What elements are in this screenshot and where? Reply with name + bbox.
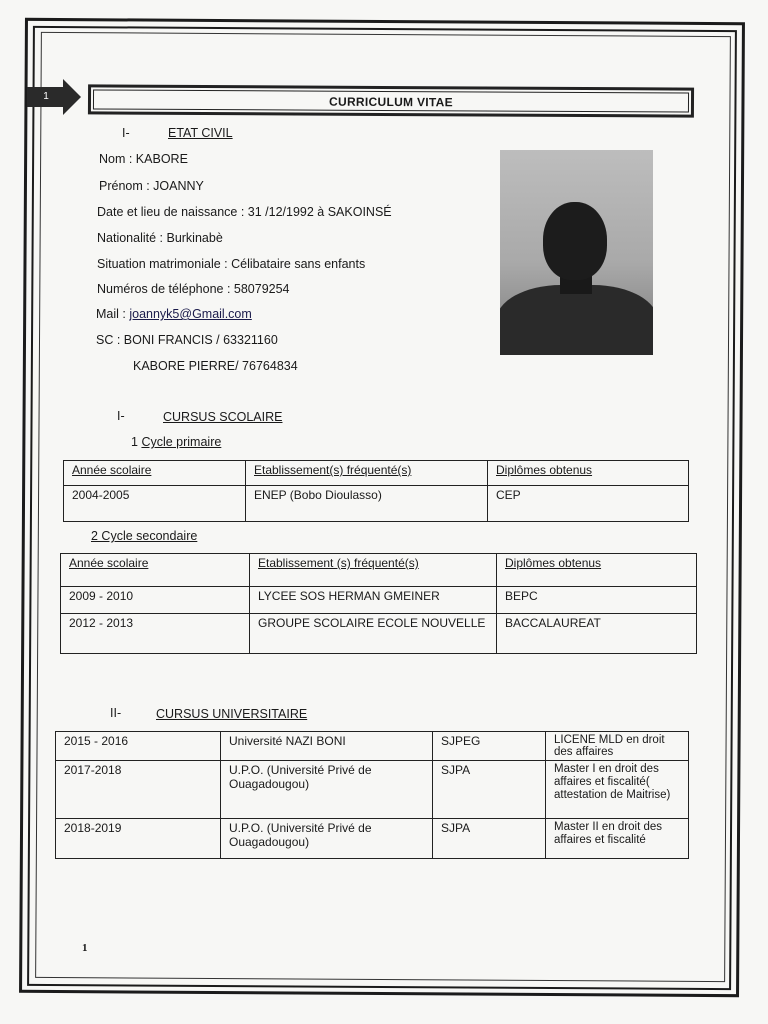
photo-body <box>500 285 653 355</box>
header-cell: Diplômes obtenus <box>488 461 689 486</box>
cycle-secondaire-title: 2 Cycle secondaire <box>91 529 198 543</box>
field-naissance: Date et lieu de naissance : 31 /12/1992 à SAKOINSÉ <box>97 205 392 219</box>
field-situation: Situation matrimoniale : Célibataire sans enfants <box>97 257 366 271</box>
section-heading-universitaire: CURSUS UNIVERSITAIRE <box>156 707 308 721</box>
table-header-row <box>61 554 697 587</box>
table-cell: 2015 - 2016 <box>56 732 221 761</box>
cycle-primaire-title: 1 Cycle primaire <box>131 435 222 449</box>
field-nationalite: Nationalité : Burkinabè <box>97 231 223 245</box>
page-number: 1 <box>82 942 88 954</box>
table-cell: 2004-2005 <box>64 486 246 522</box>
table-cell: SJPEG <box>433 732 546 761</box>
table-secondaire <box>60 553 697 654</box>
field-mail-label: Mail : <box>96 307 130 321</box>
table-cell: LYCEE SOS HERMAN GMEINER <box>250 587 497 614</box>
field-sc-1: SC : BONI FRANCIS / 63321160 <box>96 333 278 347</box>
field-nom: Nom : KABORE <box>99 152 188 166</box>
table-cell: 2018-2019 <box>56 819 221 859</box>
table-row <box>61 587 697 614</box>
photo-head <box>543 202 607 280</box>
table-cell: U.P.O. (Université Privé de Ouagadougou) <box>221 761 433 819</box>
field-sc-2: KABORE PIERRE/ 76764834 <box>133 359 298 373</box>
tab-number: 1 <box>27 87 65 107</box>
table-cell: U.P.O. (Université Privé de Ouagadougou) <box>221 819 433 859</box>
cycle-primaire-label: Cycle primaire <box>141 435 222 449</box>
table-row <box>61 614 697 654</box>
email-link[interactable]: joannyk5@Gmail.com <box>129 307 252 321</box>
field-prenom: Prénom : JOANNY <box>99 179 204 193</box>
profile-photo <box>500 150 653 355</box>
table-cell: Master II en droit des affaires et fiscalité <box>546 819 689 859</box>
table-row <box>64 486 689 522</box>
header-cell: Etablissement (s) fréquenté(s) <box>250 554 497 587</box>
header-cell: Année scolaire <box>64 461 246 486</box>
table-header-row <box>64 461 689 486</box>
table-cell: 2012 - 2013 <box>61 614 250 654</box>
table-cell: Master I en droit des affaires et fiscalité( attestation de Maitrise) <box>546 761 689 819</box>
table-primaire <box>63 460 689 522</box>
header-cell: Année scolaire <box>61 554 250 587</box>
arrow-right-icon <box>63 79 81 115</box>
header-cell: Etablissement(s) fréquenté(s) <box>246 461 488 486</box>
page-title: CURRICULUM VITAE <box>93 89 689 112</box>
table-row <box>56 819 689 859</box>
field-mail <box>96 307 252 321</box>
table-cell: GROUPE SCOLAIRE ECOLE NOUVELLE <box>250 614 497 654</box>
section-numeral-universitaire: II- <box>110 706 122 720</box>
table-cell: LICENE MLD en droit des affaires <box>546 732 689 761</box>
table-cell: CEP <box>488 486 689 522</box>
table-row <box>56 761 689 819</box>
header-cell: Diplômes obtenus <box>497 554 697 587</box>
section-heading-scolaire: CURSUS SCOLAIRE <box>163 410 283 424</box>
table-cell: SJPA <box>433 819 546 859</box>
table-cell: BEPC <box>497 587 697 614</box>
table-cell: ENEP (Bobo Dioulasso) <box>246 486 488 522</box>
section-heading-etat-civil: ETAT CIVIL <box>168 126 233 140</box>
title-box <box>88 84 694 117</box>
table-cell: SJPA <box>433 761 546 819</box>
table-universitaire <box>55 731 689 859</box>
table-cell: 2009 - 2010 <box>61 587 250 614</box>
table-cell: BACCALAUREAT <box>497 614 697 654</box>
page-tab-marker <box>27 79 67 113</box>
field-telephone: Numéros de téléphone : 58079254 <box>97 282 290 296</box>
table-row <box>56 732 689 761</box>
table-cell: Université NAZI BONI <box>221 732 433 761</box>
section-numeral-scolaire: I- <box>117 409 125 423</box>
section-numeral-etat-civil: I- <box>122 126 130 140</box>
table-cell: 2017-2018 <box>56 761 221 819</box>
